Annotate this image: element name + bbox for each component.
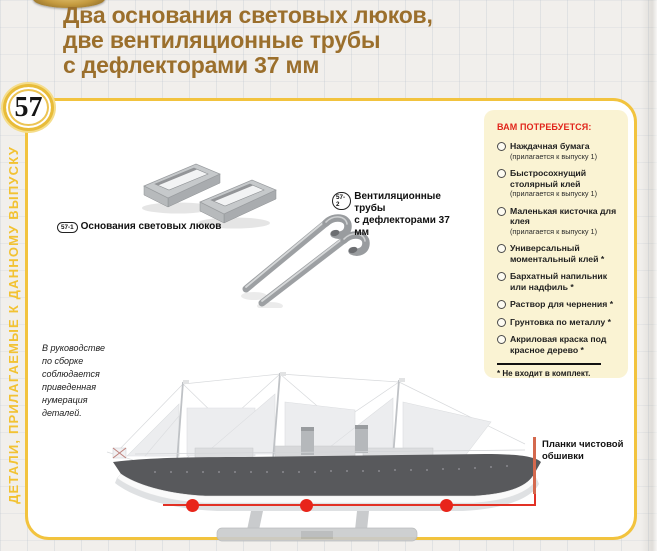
- callout-dot: [186, 499, 199, 512]
- checkbox-circle-icon: [497, 142, 506, 151]
- requirement-item: [497, 334, 620, 355]
- callout-bar: [533, 437, 536, 494]
- requirement-name: Акриловая краска под красное дерево *: [510, 334, 607, 355]
- requirements-footnote: * Не входит в комплект.: [497, 369, 591, 379]
- checkbox-circle-icon: [497, 318, 506, 327]
- issue-number-badge: [3, 84, 54, 131]
- issue-number: 57: [14, 91, 43, 123]
- requirement-note: (прилагается к выпуску 1): [510, 226, 598, 236]
- checkbox-circle-icon: [497, 335, 506, 344]
- requirement-name: Раствор для чернения *: [510, 299, 614, 310]
- callout-dot: [300, 499, 313, 512]
- requirements-panel: [484, 110, 628, 378]
- checkbox-circle-icon: [497, 272, 506, 281]
- requirement-note: (прилагается к выпуску 1): [510, 189, 598, 199]
- checkbox-circle-icon: [497, 244, 506, 253]
- title-line: две вентиляционные трубы: [63, 27, 381, 53]
- title-line: с дефлекторами 37 мм: [63, 52, 320, 78]
- callout-line-horizontal: [163, 504, 536, 506]
- requirement-name: Грунтовка по металлу *: [510, 316, 611, 327]
- requirement-item: [497, 243, 620, 264]
- requirement-item: [497, 168, 620, 199]
- requirement-item: [497, 317, 620, 328]
- page-title: [63, 3, 433, 78]
- requirements-divider: [497, 363, 601, 365]
- part-label-57-1: 57-1 Основания световых люков: [57, 221, 221, 233]
- sidebar-vertical-label: ДЕТАЛИ, ПРИЛАГАЕМЫЕ К ДАННОМУ ВЫПУСКУ: [6, 146, 21, 504]
- page-edge-shadow: [641, 0, 657, 551]
- callout-dot: [440, 499, 453, 512]
- part-code-badge: 57-2: [332, 192, 351, 210]
- checkbox-circle-icon: [497, 207, 506, 216]
- requirement-name: Универсальный моментальный клей *: [510, 243, 605, 264]
- part-code-badge: 57-1: [57, 222, 78, 233]
- requirement-item: [497, 299, 620, 310]
- ship-illustration: [105, 372, 550, 544]
- requirements-list: [497, 141, 620, 355]
- ship-callout-label: Планки чистовой обшивки: [542, 439, 624, 462]
- requirements-header: ВАМ ПОТРЕБУЕТСЯ:: [497, 122, 592, 132]
- requirement-note: (прилагается к выпуску 1): [510, 151, 598, 161]
- requirement-name: Быстросохнущий столярный клей: [510, 168, 587, 189]
- checkbox-circle-icon: [497, 169, 506, 178]
- requirement-item: [497, 206, 620, 237]
- requirement-item: [497, 271, 620, 292]
- requirement-name: Наждачная бумага: [510, 141, 590, 151]
- requirement-name: Маленькая кисточка для клея: [510, 205, 617, 227]
- requirement-name: Бархатный напильник или надфиль *: [510, 271, 608, 292]
- part-label-57-2: 57-2 Вентиляционные трубы с дефлекторами 37 мм: [332, 191, 462, 239]
- requirement-item: [497, 141, 620, 161]
- title-line: Два основания световых люков,: [63, 2, 433, 28]
- numbering-note: В руководстве по сборке соблюдается приведенная нумерация деталей.: [42, 343, 105, 418]
- checkbox-circle-icon: [497, 300, 506, 309]
